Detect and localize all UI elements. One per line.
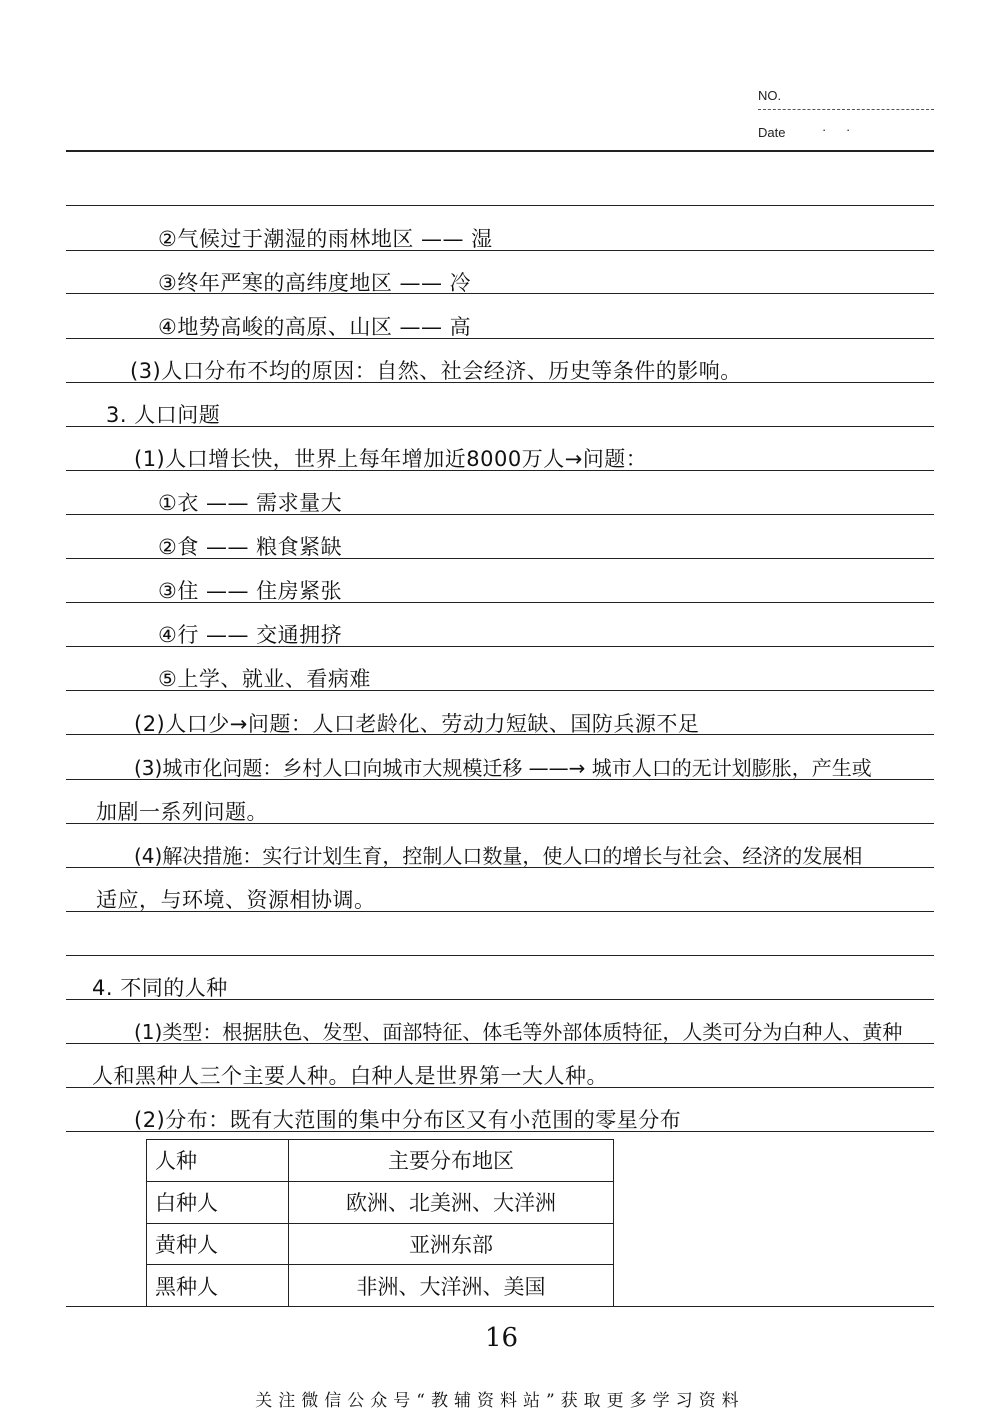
date-label: Date (758, 125, 786, 140)
note-line: (1)人口增长快，世界上每年增加近8000万人→问题： (134, 447, 648, 471)
note-line: (1)类型：根据肤色、发型、面部特征、体毛等外部体质特征，人类可分为白种人、黄种 (134, 1020, 903, 1044)
page-number: 16 (485, 1323, 519, 1353)
table-row (147, 1181, 614, 1223)
note-line: (2)分布：既有大范围的集中分布区又有小范围的零星分布 (134, 1108, 682, 1132)
note-line: ③终年严寒的高纬度地区 —— 冷 (158, 271, 472, 295)
note-line: (2)人口少→问题：人口老龄化、劳动力短缺、国防兵源不足 (134, 712, 700, 736)
footer-promo-text: 关注微信公众号“教辅资料站”获取更多学习资料 (255, 1391, 745, 1411)
ruled-line (66, 205, 934, 206)
table-cell: 白种人 (147, 1181, 289, 1223)
section-heading: 4. 不同的人种 (92, 976, 228, 1000)
table-cell: 非洲、大洋洲、美国 (289, 1265, 614, 1307)
note-line: ③住 —— 住房紧张 (158, 579, 343, 603)
note-line: ⑤上学、就业、看病难 (158, 667, 371, 691)
table-header-row (147, 1140, 614, 1182)
table-row (147, 1223, 614, 1265)
table-cell: 亚洲东部 (289, 1223, 614, 1265)
table-header-cell: 人种 (147, 1140, 289, 1182)
note-line: 人和黑种人三个主要人种。白种人是世界第一大人种。 (92, 1064, 608, 1088)
table-cell: 黄种人 (147, 1223, 289, 1265)
table-row (147, 1265, 614, 1307)
header-rule (66, 150, 934, 152)
note-line: 加剧一系列问题。 (96, 800, 268, 824)
note-line: ④地势高峻的高原、山区 —— 高 (158, 315, 472, 339)
date-dots: · · (822, 122, 859, 137)
note-line: (3)人口分布不均的原因：自然、社会经济、历史等条件的影响。 (130, 359, 742, 383)
no-dashed-line (758, 109, 934, 110)
note-line: ②食 —— 粮食紧缺 (158, 535, 343, 559)
note-line: ②气候过于潮湿的雨林地区 —— 湿 (158, 227, 493, 251)
table-cell: 黑种人 (147, 1265, 289, 1307)
note-line: ④行 —— 交通拥挤 (158, 623, 343, 647)
ruled-line (66, 955, 934, 956)
note-line: ①衣 —— 需求量大 (158, 491, 343, 515)
note-line: (3)城市化问题：乡村人口向城市大规模迁移 ——→ 城市人口的无计划膨胀，产生或 (134, 756, 872, 780)
section-heading: 3. 人口问题 (106, 403, 221, 427)
race-distribution-table (146, 1139, 614, 1307)
no-label: NO. (758, 88, 782, 103)
note-line: 适应，与环境、资源相协调。 (96, 888, 376, 912)
table-cell: 欧洲、北美洲、大洋洲 (289, 1181, 614, 1223)
note-line: (4)解决措施：实行计划生育，控制人口数量，使人口的增长与社会、经济的发展相 (134, 844, 863, 868)
table-header-cell: 主要分布地区 (289, 1140, 614, 1182)
